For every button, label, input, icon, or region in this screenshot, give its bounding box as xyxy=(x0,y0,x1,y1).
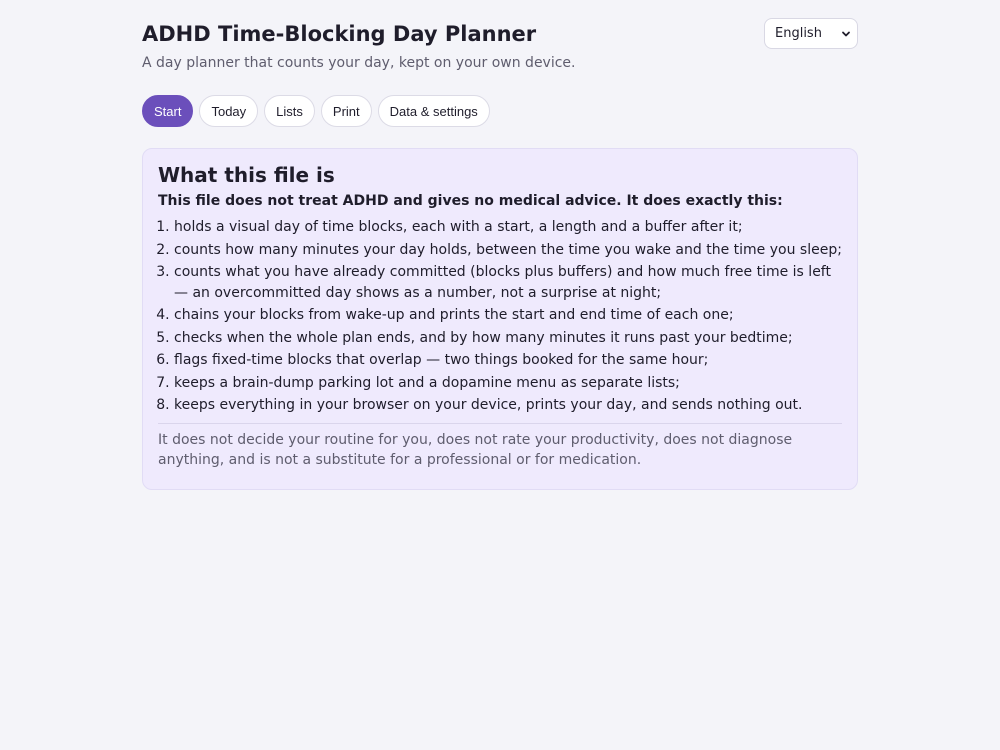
tab-print[interactable]: Print xyxy=(321,95,372,127)
list-item: 2. counts how many minutes your day holds, between the time you wake and the time you sleep; xyxy=(174,240,842,261)
list-item: 6. flags fixed-time blocks that overlap — two things booked for the same hour; xyxy=(174,350,842,371)
tab-start[interactable]: Start xyxy=(142,95,193,127)
planner-page xyxy=(142,0,858,490)
chevron-down-icon xyxy=(841,29,851,39)
card-lead: This file does not treat ADHD and gives no medical advice. It does exactly this: xyxy=(158,193,783,209)
page-title: ADHD Time-Blocking Day Planner xyxy=(142,22,537,46)
language-select-value: English xyxy=(775,26,822,41)
list-item: 4. chains your blocks from wake-up and prints the start and end time of each one; xyxy=(174,305,842,326)
about-card xyxy=(142,148,858,490)
list-item: 8. keeps everything in your browser on your device, prints your day, and sends nothing out. xyxy=(174,395,842,416)
divider xyxy=(158,423,842,424)
tab-data-settings[interactable]: Data & settings xyxy=(378,95,490,127)
list-item: 5. checks when the whole plan ends, and by how many minutes it runs past your bedtime; xyxy=(174,328,842,349)
feature-list xyxy=(158,217,842,416)
list-item: 1. holds a visual day of time blocks, each with a start, a length and a buffer after it; xyxy=(174,217,842,238)
tab-today[interactable]: Today xyxy=(199,95,258,127)
disclaimer-note: It does not decide your routine for you, does not rate your productivity, does not diagnose anything, and is not a substitute for a professional or for medication. xyxy=(158,431,793,468)
list-item: 3. counts what you have already committed (blocks plus buffers) and how much free time is left — an overcommitted day shows as a number, not a surprise at night; xyxy=(174,262,842,303)
card-heading: What this file is xyxy=(158,163,335,187)
language-select[interactable] xyxy=(764,18,858,49)
list-item: 7. keeps a brain-dump parking lot and a dopamine menu as separate lists; xyxy=(174,373,842,394)
page-header xyxy=(142,20,858,54)
tab-lists[interactable]: Lists xyxy=(264,95,315,127)
main-nav xyxy=(142,95,858,127)
page-subtitle: A day planner that counts your day, kept on your own device. xyxy=(142,55,576,71)
